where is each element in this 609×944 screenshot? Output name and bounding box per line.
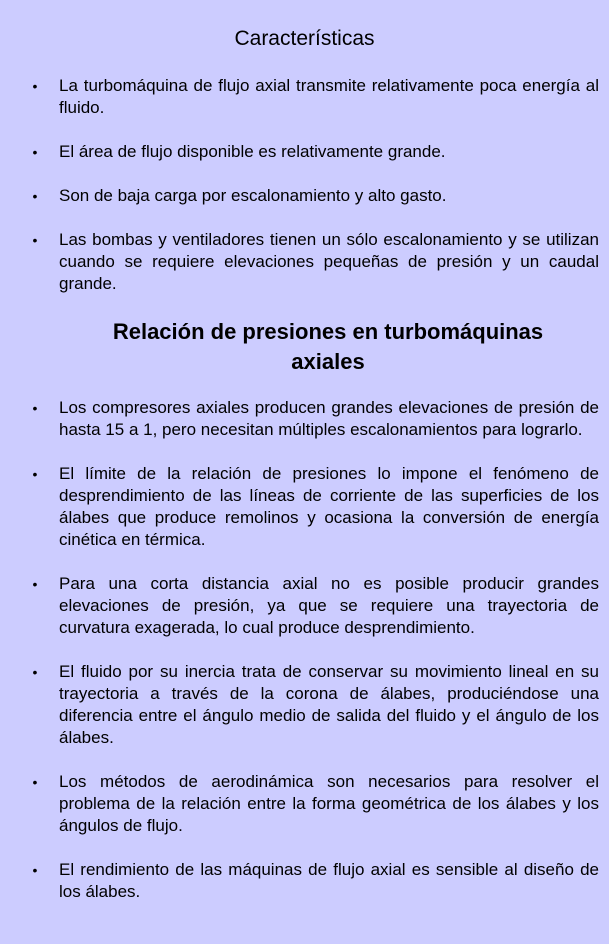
- section-title-relacion-presiones: Relación de presiones en turbomáquinas axiales: [112, 319, 544, 374]
- list-item: [0, 397, 609, 441]
- bullet-icon: •: [32, 774, 38, 790]
- list-item: [0, 463, 609, 551]
- bullet-icon: •: [32, 466, 38, 482]
- bullet-icon: •: [32, 400, 38, 416]
- list-item-text: Para una corta distancia axial no es posible producir grandes elevaciones de presión, ya que se requiere una trayectoria de curvatura exagerada, lo cual produce desprendimiento.: [59, 574, 599, 637]
- bullet-icon: •: [32, 232, 38, 248]
- section-title-caracteristicas: Características: [234, 27, 375, 50]
- list-item: [0, 573, 609, 639]
- list-item-text: Los métodos de aerodinámica son necesarios para resolver el problema de la relación entre la forma geométrica de los álabes y los ángulos de flujo.: [59, 772, 599, 835]
- pressure-ratio-list: [0, 397, 609, 925]
- characteristics-list: [0, 75, 609, 317]
- list-item-text: El fluido por su inercia trata de conservar su movimiento lineal en su trayectoria a través de la corona de álabes, produciéndose una diferencia entre el ángulo medio de salida del fluido y el ángulo de los álabes.: [59, 662, 599, 747]
- bullet-icon: •: [32, 862, 38, 878]
- list-item-text: Las bombas y ventiladores tienen un sólo escalonamiento y se utilizan cuando se requiere elevaciones pequeñas de presión y un caudal grande.: [59, 230, 599, 293]
- list-item: [0, 141, 609, 163]
- list-item-text: Los compresores axiales producen grandes elevaciones de presión de hasta 15 a 1, pero necesitan múltiples escalonamientos para lograrlo.: [59, 398, 599, 439]
- list-item-text: El límite de la relación de presiones lo impone el fenómeno de desprendimiento de las líneas de corriente de las superficies de los álabes que produce remolinos y ocasiona la conversión de energía cinética en térmica.: [59, 464, 599, 549]
- bullet-icon: •: [32, 664, 38, 680]
- list-item-text: El rendimiento de las máquinas de flujo axial es sensible al diseño de los álabes.: [59, 860, 599, 901]
- bullet-icon: •: [32, 188, 38, 204]
- bullet-icon: •: [32, 78, 38, 94]
- list-item: [0, 771, 609, 837]
- list-item: [0, 661, 609, 749]
- list-item-text: La turbomáquina de flujo axial transmite relativamente poca energía al fluido.: [59, 76, 599, 117]
- list-item-text: El área de flujo disponible es relativamente grande.: [59, 142, 446, 161]
- list-item: [0, 185, 609, 207]
- bullet-icon: •: [32, 576, 38, 592]
- list-item-text: Son de baja carga por escalonamiento y alto gasto.: [59, 186, 447, 205]
- list-item: [0, 229, 609, 295]
- list-item: [0, 75, 609, 119]
- bullet-icon: •: [32, 144, 38, 160]
- list-item: [0, 859, 609, 903]
